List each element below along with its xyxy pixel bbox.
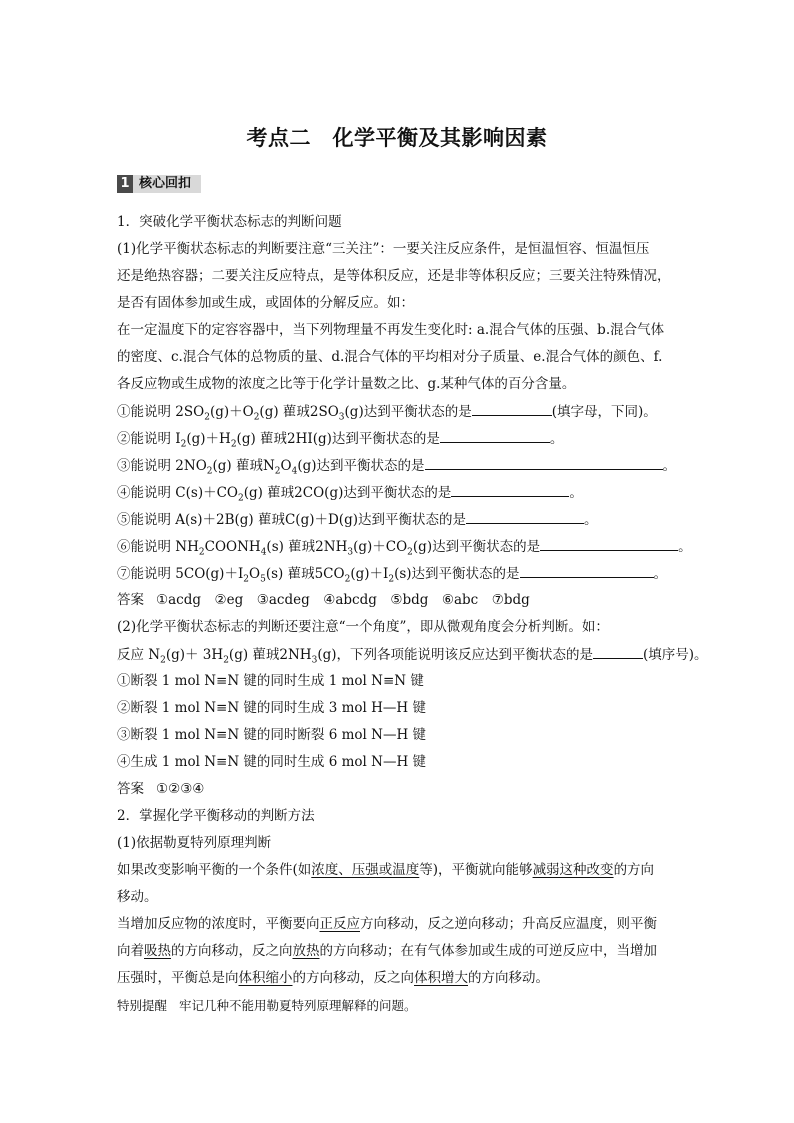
q-text: 。 xyxy=(662,458,677,474)
answer-text: ①acdg ②eg ③acdeg ④abcdg ⑤bdg ⑥abc ⑦bdg xyxy=(156,592,530,608)
subscript: 3 xyxy=(311,655,318,666)
q-text: ④能说明 C(s)＋CO xyxy=(117,485,238,501)
q-text: O xyxy=(249,566,261,582)
paragraph-line xyxy=(117,857,682,884)
option-2: ②断裂 1 mol N≡N 键的同时生成 3 mol H—H 键 xyxy=(117,700,426,716)
q-text: ①能说明 2SO xyxy=(117,404,205,420)
q-text: (s) 雚珬2NH xyxy=(266,539,348,555)
subscript: 2 xyxy=(253,412,260,423)
subscript: 2 xyxy=(204,412,210,423)
subscript: 2 xyxy=(237,493,244,504)
special-note xyxy=(117,992,682,1019)
q-text: (g)达到平衡状态的是 xyxy=(412,539,541,555)
section-header xyxy=(117,175,201,193)
q-text: (g) 雚珬2SO xyxy=(259,404,339,420)
q-text: (g) 雚珬2CO(g)达到平衡状态的是 xyxy=(243,485,452,501)
answer-label: 答案 xyxy=(117,781,144,797)
option-1: ①断裂 1 mol N≡N 键的同时生成 1 mol N≡N 键 xyxy=(117,673,424,689)
q-text: (s)达到平衡状态的是 xyxy=(394,566,520,582)
subscript: 2 xyxy=(206,466,213,477)
q-text: 。 xyxy=(653,566,668,582)
underlined-text: 体积增大 xyxy=(414,970,468,986)
document-body xyxy=(117,209,708,1019)
paragraph-line xyxy=(117,965,682,992)
p-text: 当增加反应物的浓度时，平衡要向 xyxy=(117,916,320,932)
q-text: COONH xyxy=(204,539,261,555)
subscript: 2 xyxy=(223,655,229,666)
answer-blank[interactable] xyxy=(520,560,654,578)
q-text: (g) 雚珬N xyxy=(212,458,275,474)
question-2 xyxy=(117,425,682,452)
p-text: 方向移动，反之逆向移动；升高反应温度，则平衡 xyxy=(360,916,657,932)
subsection-heading-1: 1．突破化学平衡状态标志的判断问题 xyxy=(117,214,342,230)
answer-blank[interactable] xyxy=(540,533,678,551)
subscript: 2 xyxy=(407,547,413,558)
subsection-heading-2: 2．掌握化学平衡移动的判断方法 xyxy=(117,808,315,824)
q-text: 反应 N xyxy=(117,647,161,663)
p-text: 压强时，平衡总是向 xyxy=(117,970,239,986)
subscript: 2 xyxy=(274,466,281,477)
answer-label: 答案 xyxy=(117,592,144,608)
q-text: 。 xyxy=(583,512,598,528)
question-1 xyxy=(117,398,682,425)
subscript: 2 xyxy=(180,439,187,450)
subscript: 2 xyxy=(230,439,237,450)
answer-blank[interactable] xyxy=(425,452,663,470)
paragraph-line: (2)化学平衡状态标志的判断还要注意“一个角度”，即从微观角度会分析判断。如： xyxy=(117,619,609,635)
q-text: (g) 雚珬2NH xyxy=(228,647,312,663)
q-text: (g) 雚珬2HI(g)达到平衡状态的是 xyxy=(236,431,440,447)
subscript: 2 xyxy=(344,574,351,585)
subscript: 4 xyxy=(291,466,298,477)
paragraph-line xyxy=(117,911,682,938)
q-text: ⑥能说明 NH xyxy=(117,539,199,555)
q-text: (s) 雚珬5CO xyxy=(265,566,345,582)
question-6 xyxy=(117,533,692,560)
q-text: (填序号)。 xyxy=(643,647,708,663)
answer-text: ①②③④ xyxy=(156,781,205,797)
q-text: (填字母，下同)。 xyxy=(551,404,657,420)
question-7 xyxy=(117,560,682,587)
subscript: 5 xyxy=(260,574,266,585)
answer-blank[interactable] xyxy=(593,641,643,659)
answer-blank[interactable] xyxy=(440,425,550,443)
paragraph-line xyxy=(117,938,682,965)
paragraph-line: (1)化学平衡状态标志的判断要注意“三关注”：一要关注反应条件，是恒温恒容、恒温恒压 xyxy=(117,241,650,257)
section-label: 核心回扣 xyxy=(133,175,201,193)
option-3: ③断裂 1 mol N≡N 键的同时断裂 6 mol N—H 键 xyxy=(117,727,427,743)
p-text: 的方向移动，反之向 xyxy=(292,970,414,986)
subscript: 2 xyxy=(160,655,166,666)
question-5 xyxy=(117,506,682,533)
q-text: 。 xyxy=(569,485,583,501)
option-4: ④生成 1 mol N≡N 键的同时生成 6 mol N—H 键 xyxy=(117,754,427,770)
q-text: (g)＋ 3H xyxy=(165,647,224,663)
p-text: 的方向移动；在有气体参加或生成的可逆反应中，当增加 xyxy=(319,943,657,959)
answer-blank[interactable] xyxy=(451,479,569,497)
paragraph-line: 在一定温度下的定容容器中，当下列物理量不再发生变化时: a.混合气体的压强、b.混合气体 xyxy=(117,322,665,338)
paragraph-line: 各反应物或生成物的浓度之比等于化学计量数之比、g.某种气体的百分含量。 xyxy=(117,376,576,392)
subscript: 2 xyxy=(198,547,205,558)
p-text: 的方向移动，反之向 xyxy=(171,943,293,959)
paragraph-line: 移动。 xyxy=(117,889,158,905)
p-text: 的方向 xyxy=(613,862,655,878)
q-text: 。 xyxy=(678,539,692,555)
answer-blank[interactable] xyxy=(472,398,552,416)
note-text: 牢记几种不能用勒夏特列原理解释的问题。 xyxy=(179,998,417,1013)
q-text: ③能说明 2NO xyxy=(117,458,207,474)
answer-line-1 xyxy=(117,587,682,614)
p-text: 向着 xyxy=(117,943,144,959)
section-number: 1 xyxy=(117,175,133,193)
subscript: 4 xyxy=(260,547,267,558)
q-text: 。 xyxy=(549,431,564,447)
paragraph-line: 是否有固体参加或生成，或固体的分解反应。如： xyxy=(117,295,414,311)
page-title: 考点二 化学平衡及其影响因素 xyxy=(246,126,548,150)
subscript: 3 xyxy=(347,547,354,558)
q-text: ②能说明 I xyxy=(117,431,181,447)
q-text: O xyxy=(280,458,292,474)
reaction-question xyxy=(117,641,708,668)
underlined-text: 放热 xyxy=(292,943,320,959)
q-text: (g)＋O xyxy=(209,404,254,420)
underlined-text: 正反应 xyxy=(319,916,360,932)
underlined-text: 浓度、压强或温度 xyxy=(311,862,420,878)
note-label: 特别提醒 xyxy=(117,998,168,1013)
p-text: 等)，平衡就向能够 xyxy=(419,862,533,878)
underlined-text: 减弱这种改变 xyxy=(532,862,614,878)
subscript: 2 xyxy=(388,574,395,585)
answer-blank[interactable] xyxy=(466,506,584,524)
question-4 xyxy=(117,479,682,506)
q-text: ⑤能说明 A(s)＋2B(g) 雚珬C(g)＋D(g)达到平衡状态的是 xyxy=(117,512,466,528)
q-text: ⑦能说明 5CO(g)＋I xyxy=(117,566,244,582)
subscript: 2 xyxy=(243,574,250,585)
q-text: (g)＋H xyxy=(186,431,231,447)
paragraph-line: 还是绝热容器；二要关注反应特点，是等体积反应，还是非等体积反应；三要关注特殊情况， xyxy=(117,268,671,284)
subscript: 3 xyxy=(338,412,345,423)
q-text: (g)，下列各项能说明该反应达到平衡状态的是 xyxy=(317,647,593,663)
question-3 xyxy=(117,452,682,479)
sub-heading: (1)依据勒夏特列原理判断 xyxy=(117,835,272,851)
underlined-text: 体积缩小 xyxy=(238,970,293,986)
q-text: (g)达到平衡状态的是 xyxy=(297,458,425,474)
q-text: (g)＋CO xyxy=(353,539,408,555)
answer-line-2 xyxy=(117,776,682,803)
q-text: (g)＋I xyxy=(350,566,389,582)
p-text: 如果改变影响平衡的一个条件(如 xyxy=(117,862,312,878)
p-text: 的方向移动。 xyxy=(468,970,549,986)
paragraph-line: 的密度、c.混合气体的总物质的量、d.混合气体的平均相对分子质量、e.混合气体的颜色、f. xyxy=(117,349,663,365)
underlined-text: 吸热 xyxy=(144,943,171,959)
q-text: (g)达到平衡状态的是 xyxy=(344,404,472,420)
